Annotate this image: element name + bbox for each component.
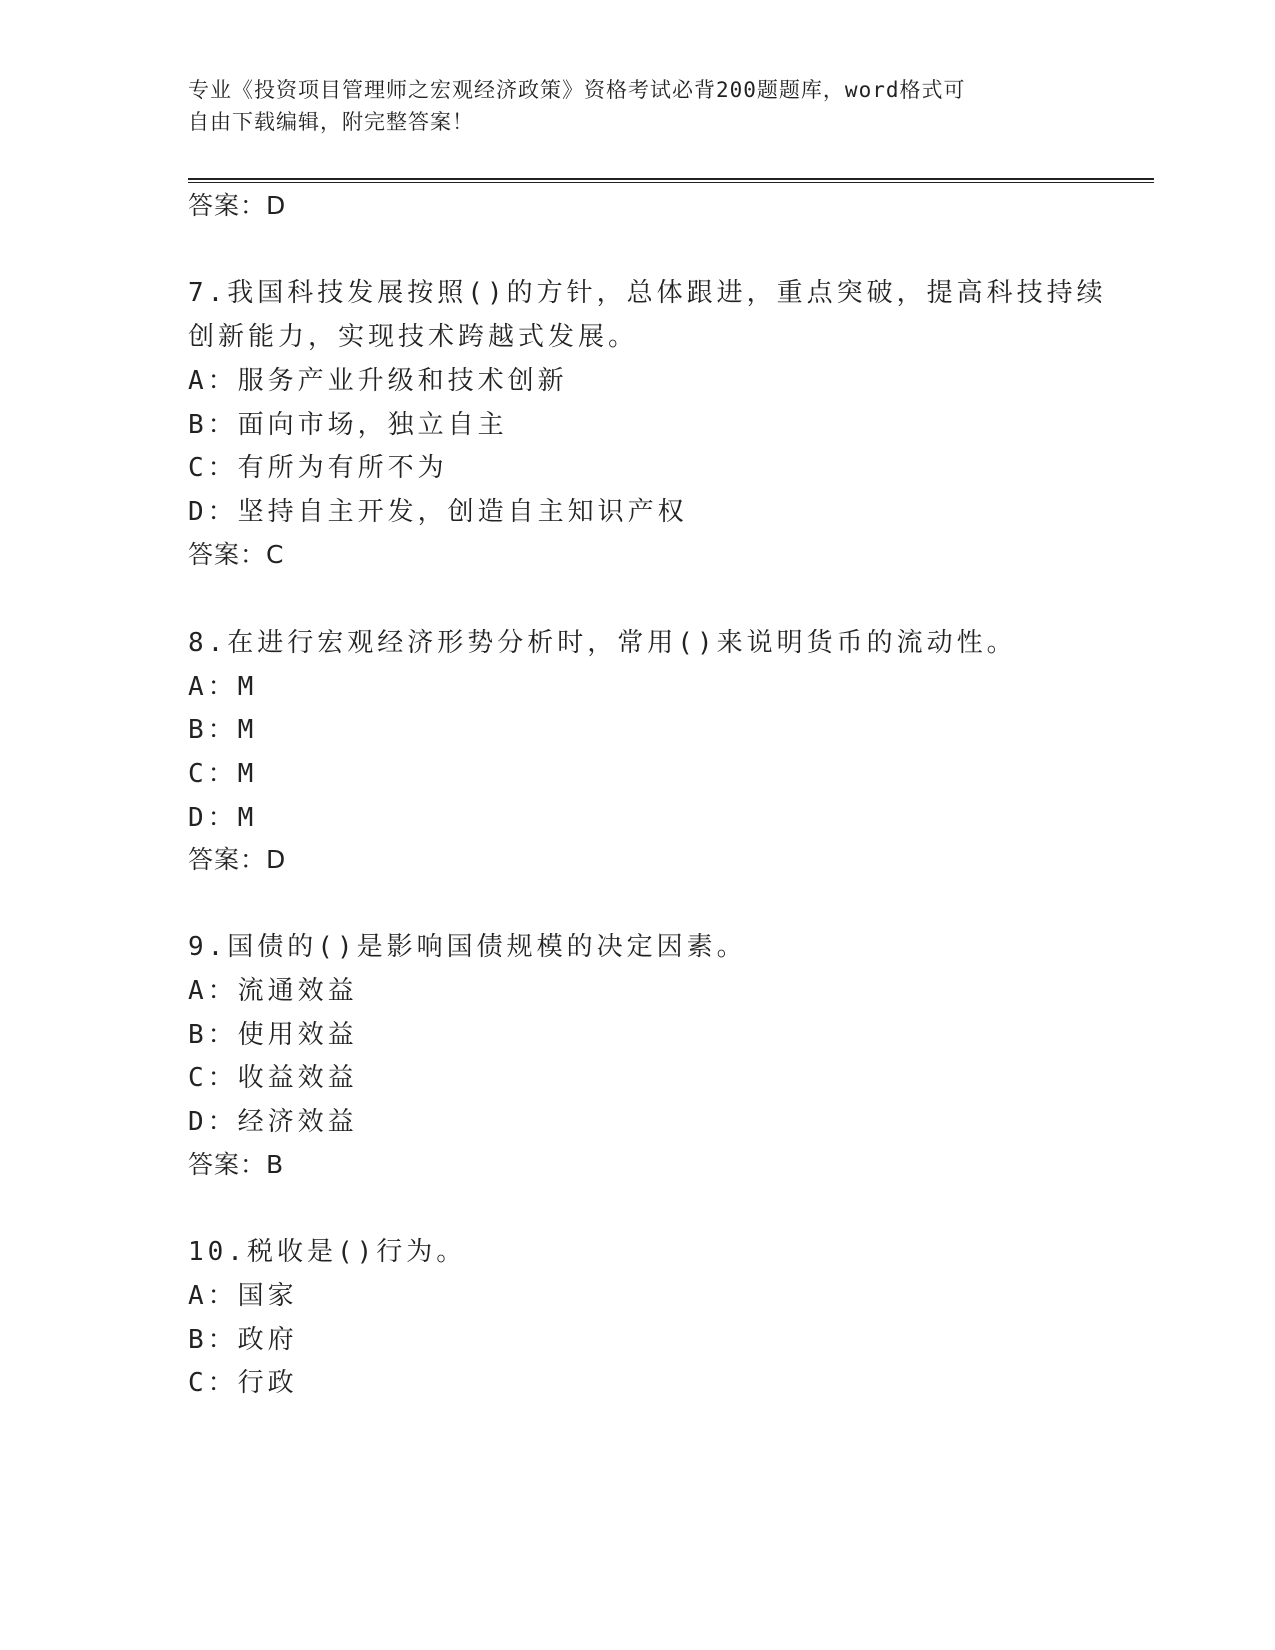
question-10-option-c: C：行政 [188, 1368, 298, 1398]
question-7-option-c: C：有所为有所不为 [188, 453, 448, 483]
question-8-answer: 答案：D [188, 845, 287, 874]
question-8-option-d: D：M [188, 803, 258, 833]
question-9-option-c: C：收益效益 [188, 1063, 358, 1093]
question-8-option-a: A：M [188, 672, 258, 702]
question-7-answer: 答案：C [188, 540, 285, 569]
question-9-answer: 答案：B [188, 1150, 285, 1179]
question-8-option-c: C：M [188, 759, 258, 789]
question-7-option-b: B：面向市场，独立自主 [188, 410, 508, 440]
question-7-stem-line-2: 创新能力，实现技术跨越式发展。 [188, 322, 639, 352]
header-line-1: 专业《投资项目管理师之宏观经济政策》资格考试必背200题题库，word格式可 [188, 78, 966, 102]
question-10-option-b: B：政府 [188, 1325, 298, 1355]
question-7-stem-line-1: 7.我国科技发展按照()的方针，总体跟进，重点突破，提高科技持续 [188, 278, 1107, 308]
question-8-option-b: B：M [188, 715, 258, 745]
previous-answer: 答案：D [188, 191, 287, 220]
header-divider-thin [188, 182, 1154, 183]
header-line-2: 自由下载编辑，附完整答案！ [188, 110, 474, 134]
document-header [188, 74, 1068, 138]
header-divider [188, 178, 1154, 180]
question-10-option-a: A：国家 [188, 1281, 298, 1311]
question-7-option-a: A：服务产业升级和技术创新 [188, 366, 568, 396]
question-9-option-a: A：流通效益 [188, 976, 358, 1006]
question-10-stem: 10.税收是()行为。 [188, 1237, 467, 1267]
question-7-option-d: D：坚持自主开发，创造自主知识产权 [188, 497, 688, 527]
question-8-stem: 8.在进行宏观经济形势分析时，常用()来说明货币的流动性。 [188, 628, 1017, 658]
question-9-stem: 9.国债的()是影响国债规模的决定因素。 [188, 932, 747, 962]
question-9-option-b: B：使用效益 [188, 1020, 358, 1050]
question-9-option-d: D：经济效益 [188, 1107, 358, 1137]
